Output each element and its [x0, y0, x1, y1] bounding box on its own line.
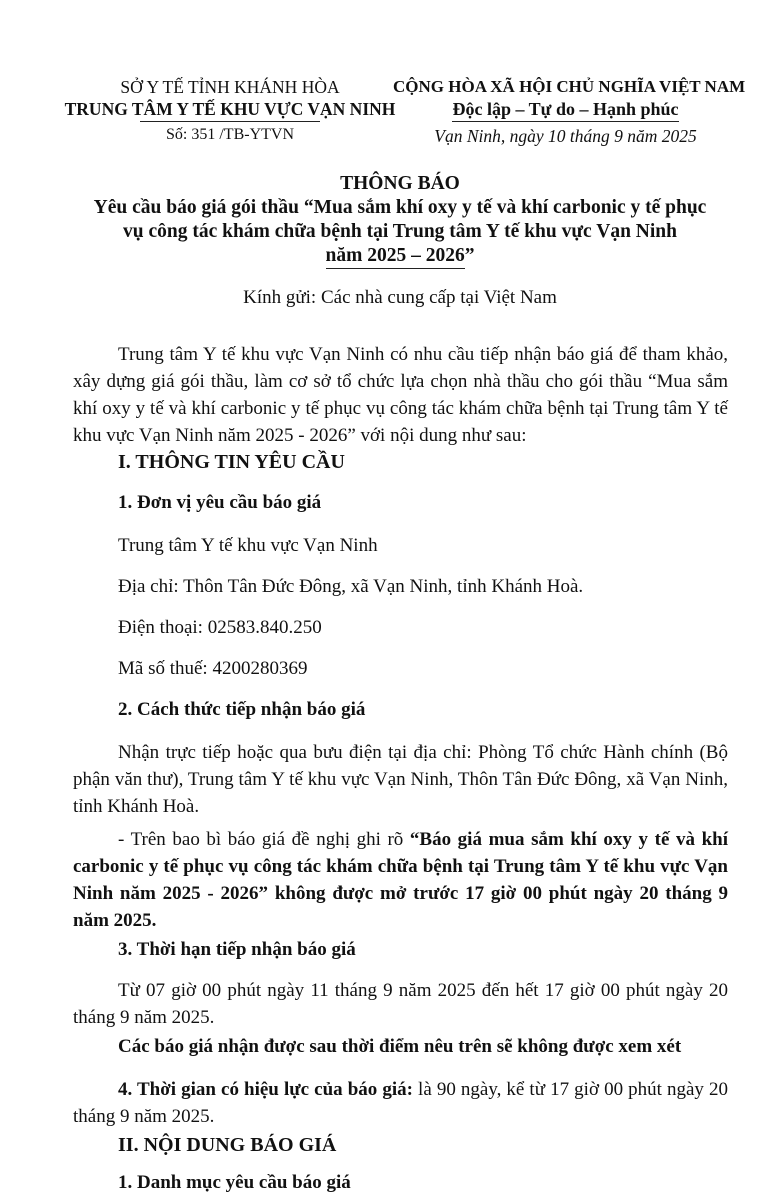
requester-tax-code: Mã số thuế: 4200280369: [118, 658, 308, 679]
validity-text: là 90 ngày, kể từ 17 giờ 00 phút ngày 20 tháng 9 năm 2025.: [73, 1079, 729, 1127]
issuer-block: [60, 76, 400, 145]
late-submission-warning: Các báo giá nhận được sau thời điểm nêu trên sẽ không được xem xét: [118, 1036, 682, 1057]
requester-phone: Điện thoại: 02583.840.250: [118, 617, 322, 638]
year-underline: [326, 268, 465, 269]
requester-address: Địa chỉ: Thôn Tân Đức Đông, xã Vạn Ninh, tỉnh Khánh Hoà.: [118, 576, 584, 597]
place-and-date: Vạn Ninh, ngày 10 tháng 9 năm 2025: [434, 126, 697, 146]
packaging-note-prefix: - Trên bao bì báo giá đề nghị ghi rõ: [118, 829, 410, 850]
notice-subject-line-1: Yêu cầu báo giá gói thầu “Mua sắm khí oxy y tế và khí carbonic y tế phục: [93, 197, 707, 218]
agency-name-text: TRUNG TÂM Y TẾ KHU VỰC VẠN NINH: [64, 99, 396, 119]
notice-year-text: năm 2025 – 2026: [325, 245, 465, 266]
national-header-block: [393, 76, 746, 147]
document-number: Số: 351 /TB-YTVN: [166, 126, 294, 143]
packaging-note-bold: “Báo giá mua sắm khí oxy y tế và khí carbonic y tế phục vụ công tác khám chữa bệnh tại Trung tâm Y tế khu vực Vạn Ninh năm 2025 - 2026” không được mở trước 17 giờ 00 phút ngày 20 tháng 9 năm 2025.: [73, 829, 728, 931]
subsection-1-2-heading: 2. Cách thức tiếp nhận báo giá: [118, 699, 366, 720]
national-motto: [393, 98, 738, 120]
agency-name: [60, 98, 400, 120]
subsection-2-1-heading: 1. Danh mục yêu cầu báo giá: [118, 1172, 351, 1193]
notice-subject-line-3: [60, 244, 740, 268]
closing-quote: ”: [464, 245, 475, 266]
notice-title: THÔNG BÁO: [340, 173, 460, 194]
ministry-name: SỞ Y TẾ TỈNH KHÁNH HÒA: [120, 77, 340, 97]
validity-label: 4. Thời gian có hiệu lực của báo giá:: [118, 1079, 413, 1100]
motto-underline: [452, 121, 678, 122]
packaging-note-paragraph: [73, 826, 728, 934]
country-name: CỘNG HÒA XÃ HỘI CHỦ NGHĨA VIỆT NAM: [393, 77, 746, 96]
submission-method-paragraph: Nhận trực tiếp hoặc qua bưu điện tại địa chỉ: Phòng Tổ chức Hành chính (Bộ phận văn thư), Trung tâm Y tế khu vực Vạn Ninh, Thôn Tân Đức Đông, xã Vạn Ninh, tỉnh Khánh Hoà.: [73, 742, 728, 817]
deadline-paragraph: Từ 07 giờ 00 phút ngày 11 tháng 9 năm 2025 đến hết 17 giờ 00 phút ngày 20 tháng 9 năm 2025.: [73, 980, 728, 1028]
agency-underline: [140, 121, 321, 122]
subsection-1-1-heading: 1. Đơn vị yêu cầu báo giá: [118, 492, 322, 513]
validity-paragraph: [73, 1076, 728, 1130]
requester-name: Trung tâm Y tế khu vực Vạn Ninh: [118, 535, 378, 556]
national-motto-text: Độc lập – Tự do – Hạnh phúc: [452, 99, 679, 119]
subsection-1-3-heading: 3. Thời hạn tiếp nhận báo giá: [118, 939, 356, 960]
notice-subject-line-2: vụ công tác khám chữa bệnh tại Trung tâm Y tế khu vực Vạn Ninh: [123, 221, 677, 242]
section-2-heading: II. NỘI DUNG BÁO GIÁ: [118, 1134, 337, 1156]
notice-title-block: [60, 172, 740, 268]
intro-paragraph: Trung tâm Y tế khu vực Vạn Ninh có nhu cầu tiếp nhận báo giá để tham khảo, xây dựng giá gói thầu, làm cơ sở tổ chức lựa chọn nhà thầu cho gói thầu “Mua sắm khí oxy y tế và khí carbonic y tế phục vụ công tác khám chữa bệnh tại Trung tâm Y tế khu vực Vạn Ninh năm 2025 - 2026” với nội dung như sau:: [73, 344, 728, 446]
recipient-line: Kính gửi: Các nhà cung cấp tại Việt Nam: [243, 287, 557, 308]
section-1-heading: I. THÔNG TIN YÊU CẦU: [118, 451, 345, 473]
